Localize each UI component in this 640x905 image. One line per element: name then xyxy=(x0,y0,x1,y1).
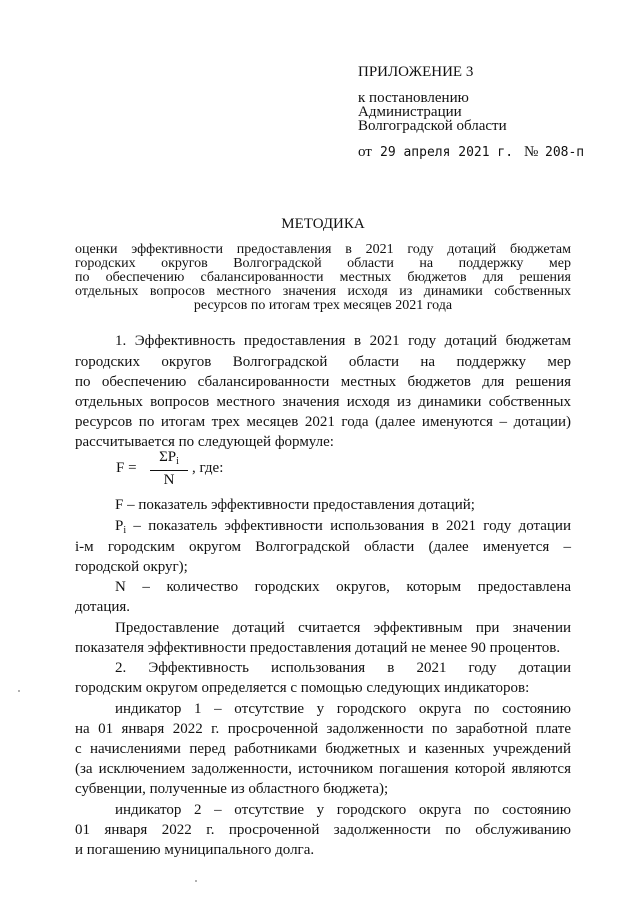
def-p-line-1: $P_i$ – показатель эффективности использования в 2021 году дотации xyxy=(115,518,571,536)
indicator1-line-4: (за исключением задолженности, источником погашения которой являются xyxy=(75,761,571,777)
formula-lhs: F = xyxy=(116,460,137,476)
def-p-line-2: i-м городским округом Волгоградской области (далее именуется – xyxy=(75,539,571,555)
p1-line-6: рассчитывается по следующей формуле: xyxy=(75,434,334,450)
indicator2-line-2: 01 января 2022 г. просроченной задолженности по обслуживанию xyxy=(75,822,571,838)
p1-line-3: по обеспечению сбалансированности местных бюджетов для решения xyxy=(75,374,571,390)
subtitle-line-2: городских округов Волгоградской области на поддержку мер xyxy=(75,256,571,271)
date-prefix: от xyxy=(358,144,372,160)
formula-numerator: $\Sigma P_i$ xyxy=(159,449,179,467)
indicator1-line-1: индикатор 1 – отсутствие у городского округа по состоянию xyxy=(115,701,571,717)
p2-line-1: 2. Эффективность использования в 2021 году дотации xyxy=(115,660,571,676)
p1-line-2: городских округов Волгоградской области на поддержку мер xyxy=(75,354,571,370)
def-n-line-1: N – количество городских округов, которым предоставлена xyxy=(115,579,571,595)
effectiveness-line-2: показателя эффективности предоставления дотаций не менее 90 процентов. xyxy=(75,640,561,656)
p1-line-4: отдельных вопросов местного значения исходя из динамики собственных xyxy=(75,394,571,410)
indicator2-line-3: и погашению муниципального долга. xyxy=(75,842,315,858)
document-title: МЕТОДИКА xyxy=(281,216,365,232)
indicator1-line-3: с начислениями перед работниками бюджетных и казенных учреждений xyxy=(75,741,571,757)
formula-fraction xyxy=(146,449,192,491)
scan-speck xyxy=(195,880,197,882)
p2-line-2: городским округом определяется с помощью следующих индикаторов: xyxy=(75,680,530,696)
subtitle-line-4: отдельных вопросов местного значения исходя из динамики собственных xyxy=(75,284,571,299)
number-value: 208-п xyxy=(545,145,585,160)
date-value: 29 апреля 2021 г. xyxy=(380,145,514,160)
def-n-line-2: дотация. xyxy=(75,599,131,615)
p1-line-1: 1. Эффективность предоставления в 2021 году дотаций бюджетам xyxy=(115,333,571,349)
def-f: F – показатель эффективности предоставления дотаций; xyxy=(115,497,475,513)
indicator1-line-2: на 01 января 2022 г. просроченной задолженности по заработной плате xyxy=(75,721,571,737)
indicator2-line-1: индикатор 2 – отсутствие у городского округа по состоянию xyxy=(115,802,571,818)
appendix-label: ПРИЛОЖЕНИЕ 3 xyxy=(358,64,474,80)
def-p-line-3: городской округ); xyxy=(75,559,188,575)
header-line-1: к постановлению xyxy=(358,90,469,106)
scan-speck xyxy=(18,690,20,692)
p1-line-5: ресурсов по итогам трех месяцев 2021 года (далее именуются – дотации) xyxy=(75,414,571,430)
subtitle-line-3: по обеспечению сбалансированности местных бюджетов для решения xyxy=(75,270,571,285)
header-line-2: Администрации xyxy=(358,104,462,120)
subtitle-line-5: ресурсов по итогам трех месяцев 2021 года xyxy=(193,298,453,313)
effectiveness-line-1: Предоставление дотаций считается эффективным при значении xyxy=(115,620,571,636)
header-line-3: Волгоградской области xyxy=(358,118,507,134)
formula-suffix: , где: xyxy=(192,460,224,476)
formula-denominator: N xyxy=(163,472,175,488)
indicator1-line-5: субвенции, полученные из областного бюджета); xyxy=(75,781,389,797)
number-prefix: № xyxy=(524,144,539,160)
subtitle-line-1: оценки эффективности предоставления в 2021 году дотаций бюджетам xyxy=(75,242,571,257)
fraction-bar xyxy=(150,470,188,471)
